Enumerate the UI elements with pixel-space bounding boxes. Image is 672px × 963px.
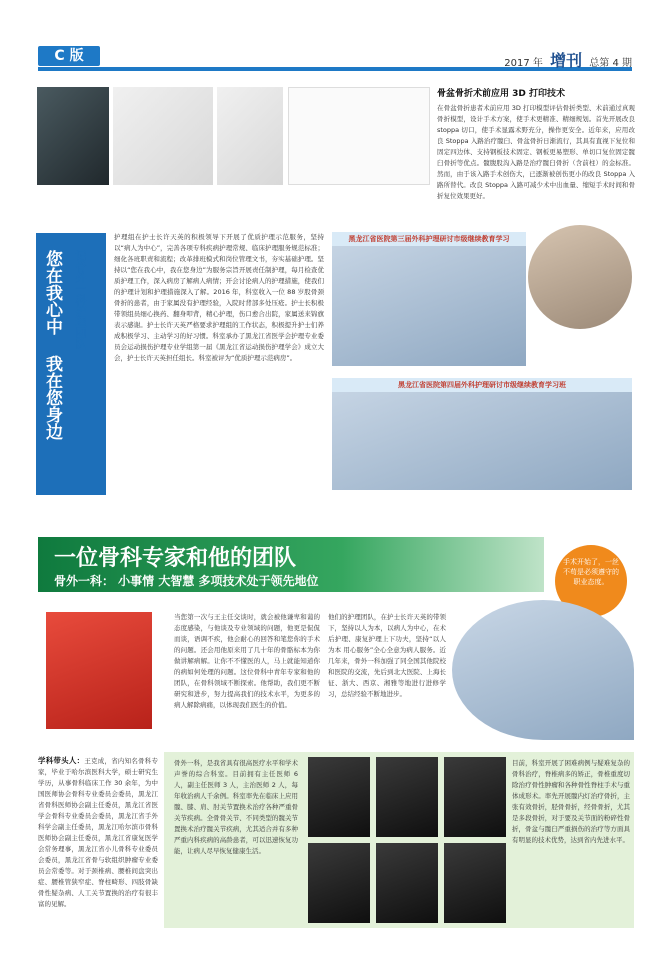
surgery-photo [452,600,634,740]
nursing-subhead: 记骨外一科护理团队 [74,250,87,349]
photo1-caption: 黑龙江省医院第三届外科护理研讨市级继续教育学习 [332,232,526,246]
nursing-group-photo-3 [332,378,632,490]
year-label: 2017 年 [504,58,543,69]
article-3d-body: 在骨盆骨折患者术前应用 3D 打印模型评估骨折类型、术前通过真观骨折模型，设计手术方案，使手术更精准、精细规划。首先开展改良 stoppa 切口，使手术显露术野充分，操作更安全。近年来，应用改良 Stoppa 入路治疗髋臼、骨盆骨折日渐流行，其具有直视下复位和固定四边体、支持钢板技术固定、钢板更易塑形、单切口复位固定髋臼骨折等优点。髋腹股沟入路是治疗髋臼骨折（含前柱）的金标准。然而，由于该入路手术创伤大，已逐渐被创伤更小的改良 Stoppa 入路所替代。改良 Stoppa 入路可减少术中出血量、缩短手术时间和骨折复位效果更好。 [437,104,635,200]
xray-1 [308,757,370,837]
feature-title: 一位骨科专家和他的团队 [54,546,297,571]
photo3-caption: 黑龙江省医院第四届外科护理研讨市级继续教育学习班 [332,378,632,392]
team-col1: 骨外一科，是我省具有很高医疗水平和学术声誉的综合科室。目前拥有主任医师 6 人，副主任医师 3 人，主治医师 2 人，每年收治病人千余例。科室率先在临床上应用髋、膝、肩、肘关节置换术治疗各种严重骨关节疾病。全骨骨关节、不同类型的髋关节置换术治疗髋关节疾病，尤其适合并有多种严重内科疾病的高龄患者，可以迅速恢复功能，让病人尽早恢复健康生活。 [174,759,298,855]
pelvis-3d-model-front [113,87,213,185]
pelvis-ct-image [37,87,109,185]
issue-info [504,48,632,71]
feature-intro-col1: 当您第一次与王主任交谈时，就会被他谦卑和蔼的态度感染，与他谈及专业领域的问题，他更是侃侃而谈，语调不疾，他会耐心的回答和笔您你的手术的问题。还会用他原来用了几十年的骨骼标本为你做讲解病解。让你不不懂医的人，马上就能知道你的病如何处理的问题。这位骨科中青年专家和他的团队，在骨科领域不断探索。他帮助，我们更不断研究和进步，努力提高我们的技术水平，为更多的病人解除病痛，以体现我们医生的价值。 [174,613,320,709]
nursing-group-photo-1 [332,232,526,366]
nursing-headline-b: 我在您身边 [42,355,62,440]
lead-label: 学科带头人： [38,756,85,765]
nursing-body: 护理组在护士长许天英的积极领导下开展了优质护理示范服务，坚持以“病人为中心”，完善各项专科疾病护理常规、临床护理服务规范标准；细化各班职责和流程；改革排班模式和岗位管理文书，夯实基础护理。坚持以“您在我心中，我在您身边”为服务宗旨开展责任制护理，每月检查优质护理工作，深入病房了解病人病情；开会讨论病人的护理措施，使我们的护理计划和护理措施深入了解。2016 年，科室收入一位 88 岁股骨颈骨折的患者，由于家属没有护理经验，入院时背部多处压疮。护士长积极带领组员细心换药、翻身叩背，精心护理，伤口愈合出院，家属送来锦旗表示感谢。护士长许天英严格要求护理组的工作状态，积极提升护士们养成积极学习、主动学习的好习惯。科室承办了黑龙江省医学会护理专业委员会运动损伤护理专业学组第一届《黑龙江省运动损伤护理学会》成立大会，护士长许天英担任组长。科室被评为“优质护理示范病房”。 [114,233,324,362]
issue-label: 增刊 [550,51,583,70]
team-col2: 目前，科室开展了困难病例与疑难复杂的骨科治疗，脊椎病多的矫正，骨椎重度切除治疗骨性肿瘤和各种骨性脊柱手术与重体成形术。率先开展髋内灯治疗骨折，主张有效骨折，胫骨骨折，经骨骨折，尤其是多段骨折，对于要及关节面的粉碎性骨折，骨盆与髋臼严重损伤的治疗等方面具有明显的技术优势，达到省内先进水平。 [512,759,630,844]
nursing-headline-a: 您在我心中 [42,250,62,335]
doctor-portrait [46,612,152,729]
xray-2 [376,757,438,837]
speech-bubble: 手术开始了，一丝不苟是必须遵守的职业态度。 [555,545,627,617]
serial-label: 总第 4 期 [589,58,632,69]
xray-6 [444,843,506,923]
section-tag: C 版 [38,46,100,66]
pelvis-3d-model-side [217,87,283,185]
nursing-group-photo-2 [528,225,632,329]
pelvis-sketch-drawing [288,87,430,185]
xray-4 [308,843,370,923]
article-3d-title: 骨盆骨折术前应用 3D 打印技术 [437,89,566,99]
lead-body: 王克成，省内知名骨科专家，毕业于哈尔滨医科大学，硕士研究生学历，从事骨科临床工作 30 余年，为中国医师协会骨科专业委员会委员，黑龙江省骨科医师协会副主任委员，黑龙江省医学会骨科专业委员会委员，黑龙江省手外科学会副主任委员，黑龙江哈尔滨市骨科医师协会副主任委员，黑龙江省康复医学会常务理事，黑龙江省小儿骨科专业委员会委员，黑龙江省骨与软组织肿瘤专业委员会常委等。对于颈椎病、腰椎间盘突出症、腰椎管狭窄症、脊柱畸形、四肢骨缺骨性疑杂病、人工关节置换的治疗有很丰富的见解。 [38,757,158,908]
feature-subtitle: 骨外一科： 小事情 大智慧 多项技术处于领先地位 [54,574,319,588]
xray-3 [444,757,506,837]
xray-5 [376,843,438,923]
feature-intro-col2: 他们的护理团队，在护士长许天英的带领下，坚持以人为本，以病人为中心，在术后护理、康复护理上下功夫，坚持“以人为本 用心服务”全心全意为病人服务。近几年来，骨外一科加强了同全国其他院校和医院的交流，先后到北大医院、上海长征、浙大、西京、湘雅等地进行进修学习，总结经验不断地进步。 [328,613,446,698]
lead-bio [38,755,158,931]
